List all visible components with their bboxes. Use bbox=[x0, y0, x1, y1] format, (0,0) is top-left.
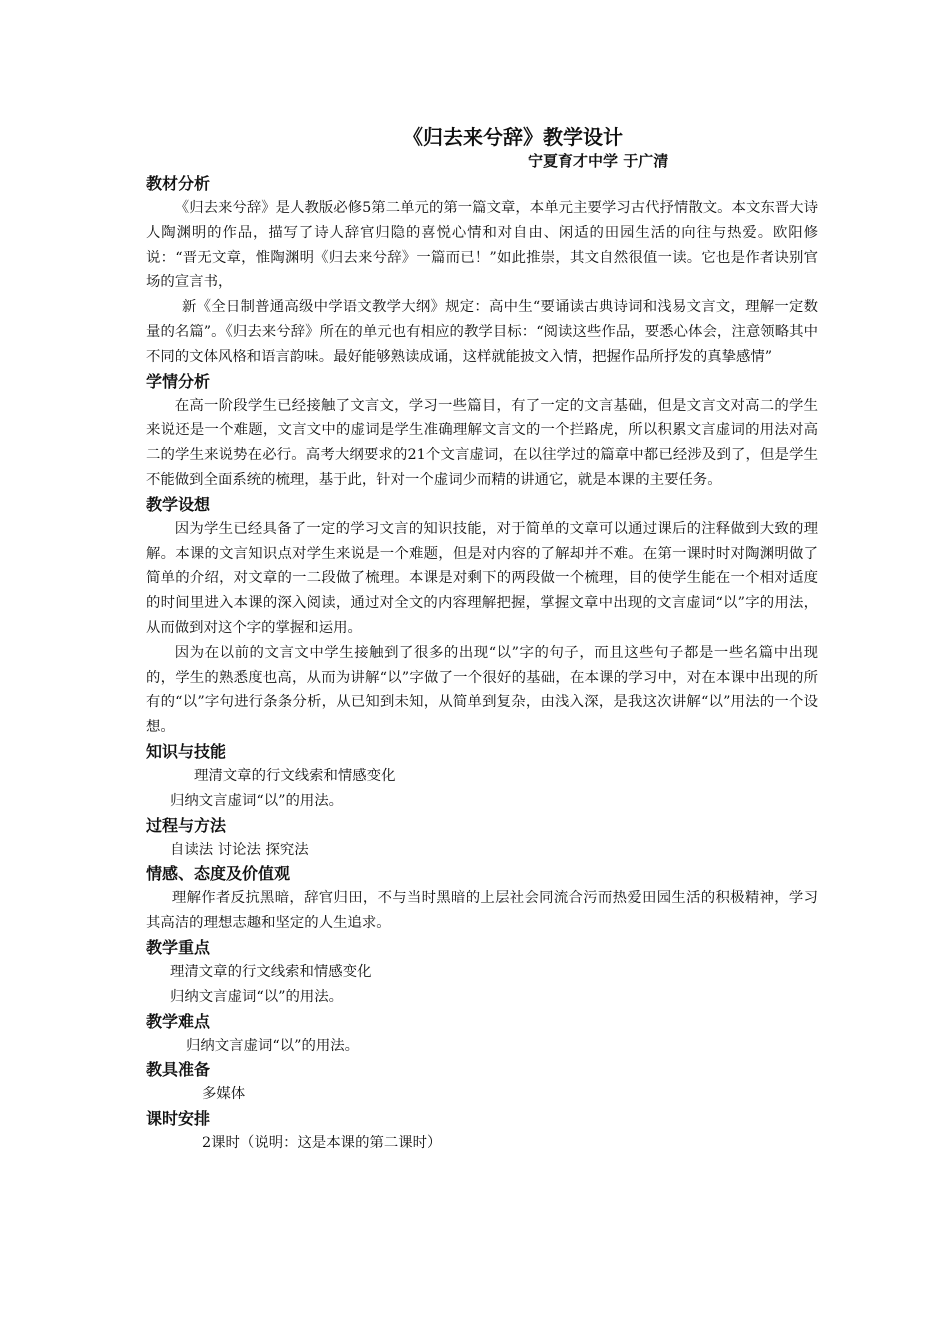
section-tools bbox=[146, 1058, 818, 1107]
section-heading-difficulties: 教学难点 bbox=[146, 1011, 211, 1031]
section-design bbox=[146, 493, 818, 740]
section-heading-design: 教学设想 bbox=[146, 494, 211, 514]
section-heading-students: 学情分析 bbox=[146, 371, 211, 391]
process-line-1: 自读法 讨论法 探究法 bbox=[170, 841, 309, 858]
section-heading-materials: 教材分析 bbox=[146, 174, 211, 193]
document-author: 宁夏育才中学 于广清 bbox=[528, 152, 669, 170]
section-emotion bbox=[146, 862, 818, 936]
document-title: 《归去来兮辞》教学设计 bbox=[403, 125, 623, 149]
section-heading-tools: 教具准备 bbox=[146, 1060, 211, 1080]
section-knowledge bbox=[146, 740, 818, 814]
section-heading-knowledge: 知识与技能 bbox=[146, 741, 227, 761]
key-points-line-2: 归纳文言虚词“以”的用法。 bbox=[170, 988, 344, 1005]
schedule-line-1: 2课时（说明：这是本课的第二课时） bbox=[202, 1135, 442, 1152]
section-students bbox=[146, 370, 818, 493]
materials-paragraph-2: 新《全日制普通高级中学语文教学大纲》规定：高中生“要诵读古典诗词和浅易文言文，理解一定数量的名篇”。《归去来兮辞》所在的单元也有相应的教学目标：“阅读这些作品，要悉心体会，注意领略其中不同的文体风格和语言韵味。最好能够熟读成诵，这样就能披文入情，把握作品所抒发的真挚感情” bbox=[146, 299, 818, 365]
section-process bbox=[146, 814, 818, 863]
key-points-line-1: 理清文章的行文线索和情感变化 bbox=[170, 963, 372, 980]
knowledge-line-1: 理清文章的行文线索和情感变化 bbox=[194, 767, 396, 784]
tools-line-1: 多媒体 bbox=[202, 1086, 246, 1103]
materials-paragraph-1: 《归去来兮辞》是人教版必修5第二单元的第一篇文章，本单元主要学习古代抒情散文。本文东晋大诗人陶渊明的作品，描写了诗人辞官归隐的喜悦心情和对自由、闲适的田园生活的向往与热爱。欧阳修说：“晋无文章，惟陶渊明《归去来兮辞》一篇而已！”如此推崇，其文自然很值一读。它也是作者诀别官场的宣言书， bbox=[146, 200, 818, 291]
section-difficulties bbox=[146, 1010, 818, 1059]
difficulties-line-1: 归纳文言虚词“以”的用法。 bbox=[186, 1037, 360, 1054]
design-paragraph-1: 因为学生已经具备了一定的学习文言的知识技能，对于简单的文章可以通过课后的注释做到大致的理解。本课的文言知识点对学生来说是一个难题，但是对内容的了解却并不难。在第一课时时对陶渊明做了简单的介绍，对文章的一二段做了梳理。本课是对剩下的两段做一个梳理，目的使学生能在一个相对适度的时间里进入本课的深入阅读，通过对全文的内容理解把握，掌握文章中出现的文言虚词“以”字的用法，从而做到对这个字的掌握和运用。 bbox=[146, 520, 818, 636]
section-materials bbox=[146, 172, 818, 370]
design-paragraph-2: 因为在以前的文言文中学生接触到了很多的出现“以”字的句子，而且这些句子都是一些名篇中出现的，学生的熟悉度也高，从而为讲解“以”字做了一个很好的基础，在本课的学习中，对在本课中出现的所有的“以”字句进行条条分析，从已知到未知，从简单到复杂，由浅入深，是我这次讲解“以”用法的一个设想。 bbox=[146, 644, 818, 736]
section-heading-process: 过程与方法 bbox=[146, 815, 227, 835]
section-heading-key-points: 教学重点 bbox=[146, 937, 211, 957]
section-schedule bbox=[146, 1107, 818, 1156]
section-key-points bbox=[146, 936, 818, 1010]
knowledge-line-2: 归纳文言虚词“以”的用法。 bbox=[170, 792, 344, 809]
students-paragraph-1: 在高一阶段学生已经接触了文言文，学习一些篇目，有了一定的文言基础，但是文言文对高二的学生来说还是一个难题，文言文中的虚词是学生准确理解文言文的一个拦路虎，所以积累文言虚词的用法对高二的学生来说势在必行。高考大纲要求的21个文言虚词，在以往学过的篇章中都已经涉及到了，但是学生不能做到全面系统的梳理，基于此，针对一个虚词少而精的讲通它，就是本课的主要任务。 bbox=[146, 397, 818, 488]
section-heading-emotion: 情感、态度及价值观 bbox=[146, 864, 291, 884]
section-heading-schedule: 课时安排 bbox=[146, 1109, 211, 1129]
emotion-paragraph-1: 理解作者反抗黑暗，辞官归田，不与当时黑暗的上层社会同流合污而热爱田园生活的积极精神，学习其高洁的理想志趣和坚定的人生追求。 bbox=[146, 890, 818, 932]
document-page bbox=[146, 120, 818, 1156]
